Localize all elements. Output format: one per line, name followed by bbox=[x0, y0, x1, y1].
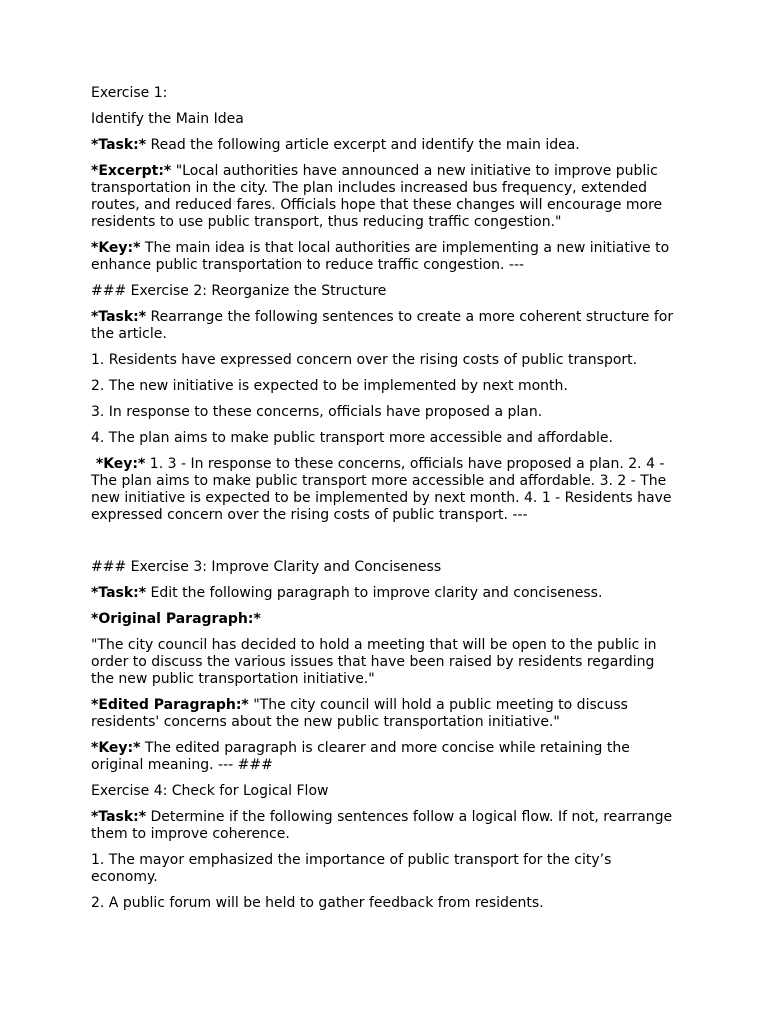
list-item: 3. In response to these concerns, officials have proposed a plan. bbox=[91, 404, 543, 420]
exercise-3-key bbox=[91, 740, 681, 774]
exercise-1-title: Exercise 1: bbox=[91, 85, 168, 101]
key-label: *Key:* bbox=[91, 456, 146, 472]
list-item: 1. The mayor emphasized the importance of public transport for the city’s economy. bbox=[91, 852, 612, 885]
task-label: *Task:* bbox=[91, 309, 147, 325]
task-text: Edit the following paragraph to improve clarity and conciseness. bbox=[146, 585, 603, 601]
list-item: 1. Residents have expressed concern over the rising costs of public transport. bbox=[91, 352, 638, 368]
key-text: The edited paragraph is clearer and more concise while retaining the original meaning. --- ### bbox=[91, 740, 630, 773]
list-item: 4. The plan aims to make public transport more accessible and affordable. bbox=[91, 430, 613, 446]
exercise-2-title: ### Exercise 2: Reorganize the Structure bbox=[91, 283, 387, 299]
key-label: *Key:* bbox=[91, 740, 141, 756]
task-label: *Task:* bbox=[91, 585, 147, 601]
excerpt-text: "Local authorities have announced a new initiative to improve public transportation in the city. The plan includes increased bus frequency, extended routes, and reduced fares. Officials hope that these changes will encourage more residents to use public transport, thus reducing traffic congestion." bbox=[91, 163, 663, 230]
edited-text: "The city council will hold a public meeting to discuss residents' concerns about the new public transportation initiative." bbox=[91, 697, 628, 730]
exercise-2-key bbox=[91, 456, 681, 524]
exercise-4-title: Exercise 4: Check for Logical Flow bbox=[91, 783, 329, 799]
exercise-2-task bbox=[91, 309, 681, 343]
key-text: 1. 3 - In response to these concerns, officials have proposed a plan. 2. 4 - The plan aims to make public transport more accessible and affordable. 3. 2 - The new initiative is expected to be implemented by next month. 4. 1 - Residents have expressed concern over the rising costs of public transport. --- bbox=[91, 456, 672, 523]
key-text: The main idea is that local authorities are implementing a new initiative to enhance public transportation to reduce traffic congestion. --- bbox=[91, 240, 670, 273]
list-item: 2. The new initiative is expected to be implemented by next month. bbox=[91, 378, 568, 394]
exercise-3-title: ### Exercise 3: Improve Clarity and Conciseness bbox=[91, 559, 442, 575]
task-text: Read the following article excerpt and identify the main idea. bbox=[146, 137, 580, 153]
original-paragraph: "The city council has decided to hold a meeting that will be open to the public in order to discuss the various issues that have been raised by residents regarding the new public transportation initiative." bbox=[91, 637, 657, 687]
task-label: *Task:* bbox=[91, 809, 147, 825]
exercise-1-subtitle: Identify the Main Idea bbox=[91, 111, 244, 127]
original-label: *Original Paragraph:* bbox=[91, 611, 261, 627]
key-label: *Key:* bbox=[91, 240, 141, 256]
task-label: *Task:* bbox=[91, 137, 147, 153]
list-item: 2. A public forum will be held to gather feedback from residents. bbox=[91, 895, 544, 911]
edited-paragraph bbox=[91, 697, 681, 731]
original-paragraph-heading bbox=[91, 611, 681, 628]
exercise-1-excerpt bbox=[91, 163, 681, 231]
spacer bbox=[91, 533, 681, 559]
task-text: Determine if the following sentences follow a logical flow. If not, rearrange them to improve coherence. bbox=[91, 809, 673, 842]
exercise-1-task bbox=[91, 137, 681, 154]
exercise-1-key bbox=[91, 240, 681, 274]
edited-label: *Edited Paragraph:* bbox=[91, 697, 249, 713]
exercise-3-task bbox=[91, 585, 681, 602]
task-text: Rearrange the following sentences to create a more coherent structure for the article. bbox=[91, 309, 674, 342]
exercise-4-task bbox=[91, 809, 681, 843]
excerpt-label: *Excerpt:* bbox=[91, 163, 172, 179]
document-page bbox=[91, 85, 681, 921]
